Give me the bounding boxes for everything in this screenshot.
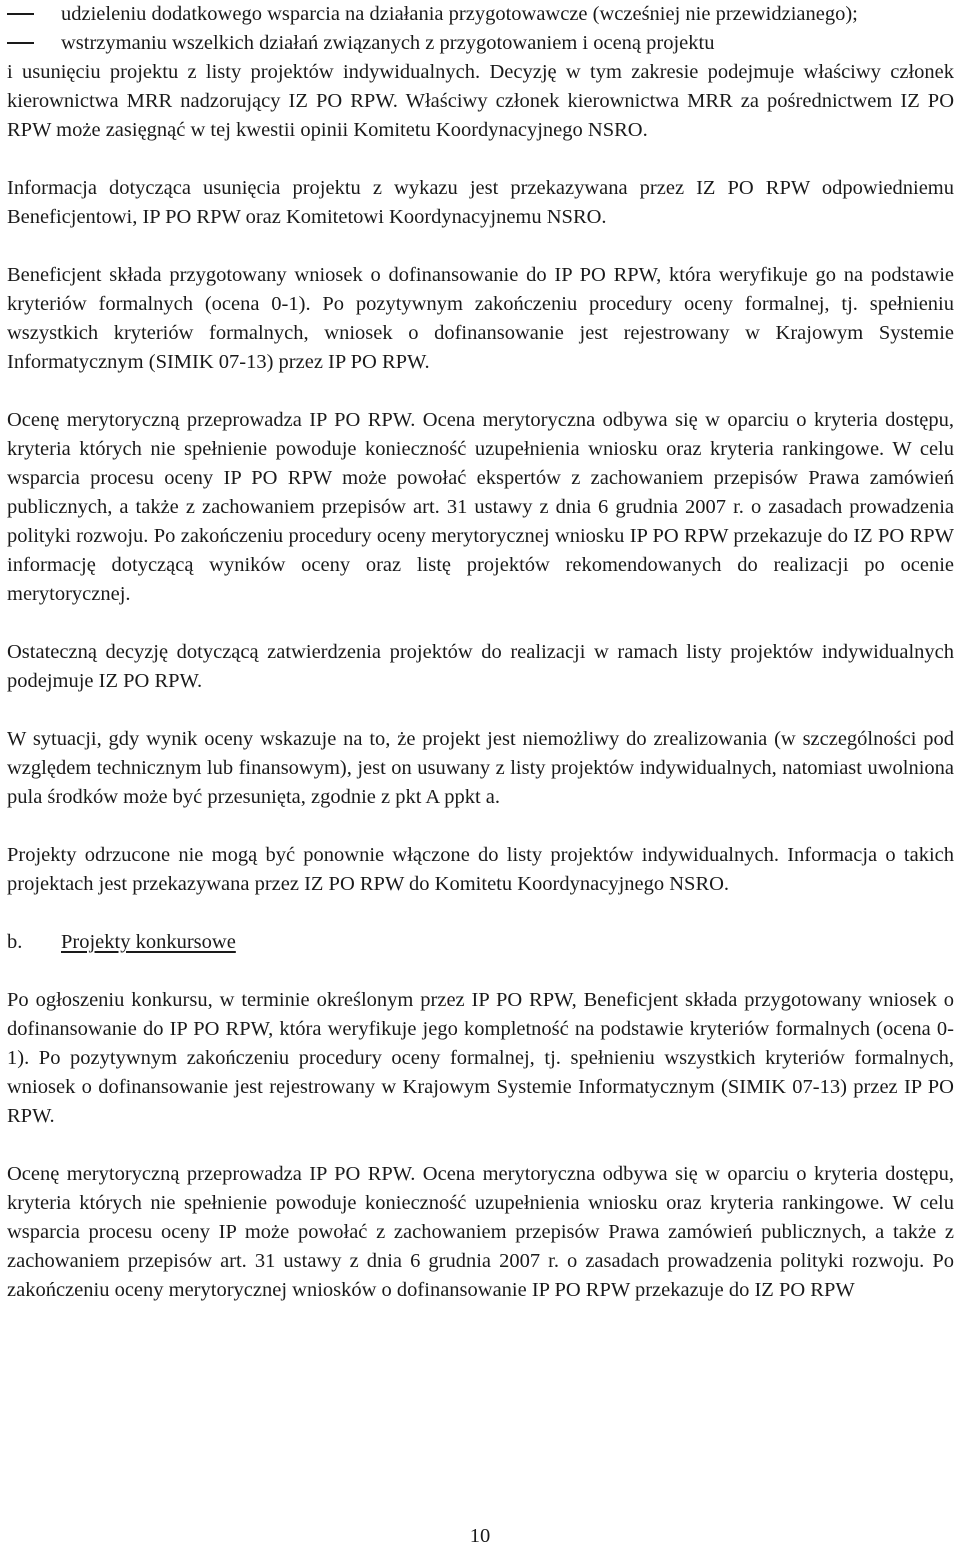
paragraph: Ocenę merytoryczną przeprowadza IP PO RPW. Ocena merytoryczna odbywa się w oparciu o kryteria dostępu, kryteria których nie spełnienie powoduje konieczność uzupełnienia wniosku oraz kryteria rankingowe. W celu wsparcia procesu oceny IP PO RPW może powołać ekspertów z zachowaniem przepisów Prawa zamówień publicznych, a także z zachowaniem przepisów art. 31 ustawy z dnia 6 grudnia 2007 r. o zasadach prowadzenia polityki rozwoju. Po zakończeniu procedury oceny merytorycznej wniosku IP PO RPW przekazuje do IZ PO RPW informację dotyczącą wyników oceny oraz listę projektów rekomendowanych do realizacji po ocenie merytorycznej.	[7, 409, 954, 605]
paragraph: Ostateczną decyzję dotyczącą zatwierdzenia projektów do realizacji w ramach listy projektów indywidualnych podejmuje IZ PO RPW.	[7, 641, 954, 692]
paragraph: W sytuacji, gdy wynik oceny wskazuje na to, że projekt jest niemożliwy do zrealizowania (w szczególności pod względem technicznym lub finansowym), jest on usuwany z listy projektów indywidualnych, natomiast uwolniona pula środków może być przesunięta, zgodnie z pkt A ppkt a.	[7, 728, 954, 808]
paragraph: Beneficjent składa przygotowany wniosek o dofinansowanie do IP PO RPW, która weryfikuje go na podstawie kryteriów formalnych (ocena 0-1). Po pozytywnym zakończeniu procedury oceny formalnej, tj. spełnieniu wszystkich kryteriów formalnych, wniosek o dofinansowanie jest rejestrowany w Krajowym Systemie Informatycznym (SIMIK 07-13) przez IP PO RPW.	[7, 264, 954, 373]
section-heading	[7, 928, 954, 957]
page-number: 10	[469, 1525, 491, 1547]
list-item-text: wstrzymaniu wszelkich działań związanych z przygotowaniem i oceną projektu	[61, 32, 715, 54]
section-letter: b.	[7, 931, 23, 953]
paragraph: Informacja dotycząca usunięcia projektu z wykazu jest przekazywana przez IZ PO RPW odpowiedniemu Beneficjentowi, IP PO RPW oraz Komitetowi Koordynacyjnemu NSRO.	[7, 177, 954, 228]
list-continuation-paragraph: i usunięciu projektu z listy projektów indywidualnych. Decyzję w tym zakresie podejmuje właściwy członek kierownictwa MRR nadzorujący IZ PO RPW. Właściwy członek kierownictwa MRR za pośrednictwem IZ PO RPW może zasięgnąć w tej kwestii opinii Komitetu Koordynacyjnego NSRO.	[7, 61, 954, 141]
dash-bullet-icon	[7, 13, 34, 15]
section-title: Projekty konkursowe	[61, 931, 236, 953]
bullet-list	[7, 0, 954, 58]
list-item	[7, 29, 954, 58]
list-item-text: udzieleniu dodatkowego wsparcia na działania przygotowawcze (wcześniej nie przewidzianego);	[61, 3, 858, 25]
dash-bullet-icon	[7, 42, 34, 44]
list-item	[7, 0, 954, 29]
paragraph: Projekty odrzucone nie mogą być ponownie włączone do listy projektów indywidualnych. Informacja o takich projektach jest przekazywana przez IZ PO RPW do Komitetu Koordynacyjnego NSRO.	[7, 844, 954, 895]
paragraph: Po ogłoszeniu konkursu, w terminie określonym przez IP PO RPW, Beneficjent składa przygotowany wniosek o dofinansowanie do IP PO RPW, która weryfikuje jego kompletność na podstawie kryteriów formalnych (ocena 0-1). Po pozytywnym zakończeniu procedury oceny formalnej, tj. spełnieniu wszystkich kryteriów formalnych, wniosek o dofinansowanie jest rejestrowany w Krajowym Systemie Informatycznym (SIMIK 07-13) przez IP PO RPW.	[7, 989, 954, 1127]
paragraph: Ocenę merytoryczną przeprowadza IP PO RPW. Ocena merytoryczna odbywa się w oparciu o kryteria dostępu, kryteria których nie spełnienie powoduje konieczność uzupełnienia wniosku oraz kryteria rankingowe. W celu wsparcia procesu oceny IP może powołać z zachowaniem przepisów Prawa zamówień publicznych, a także z zachowaniem przepisów art. 31 ustawy z dnia 6 grudnia 2007 r. o zasadach prowadzenia polityki rozwoju. Po zakończeniu oceny merytorycznej wniosków o dofinansowanie IP PO RPW przekazuje do IZ PO RPW	[7, 1163, 954, 1301]
